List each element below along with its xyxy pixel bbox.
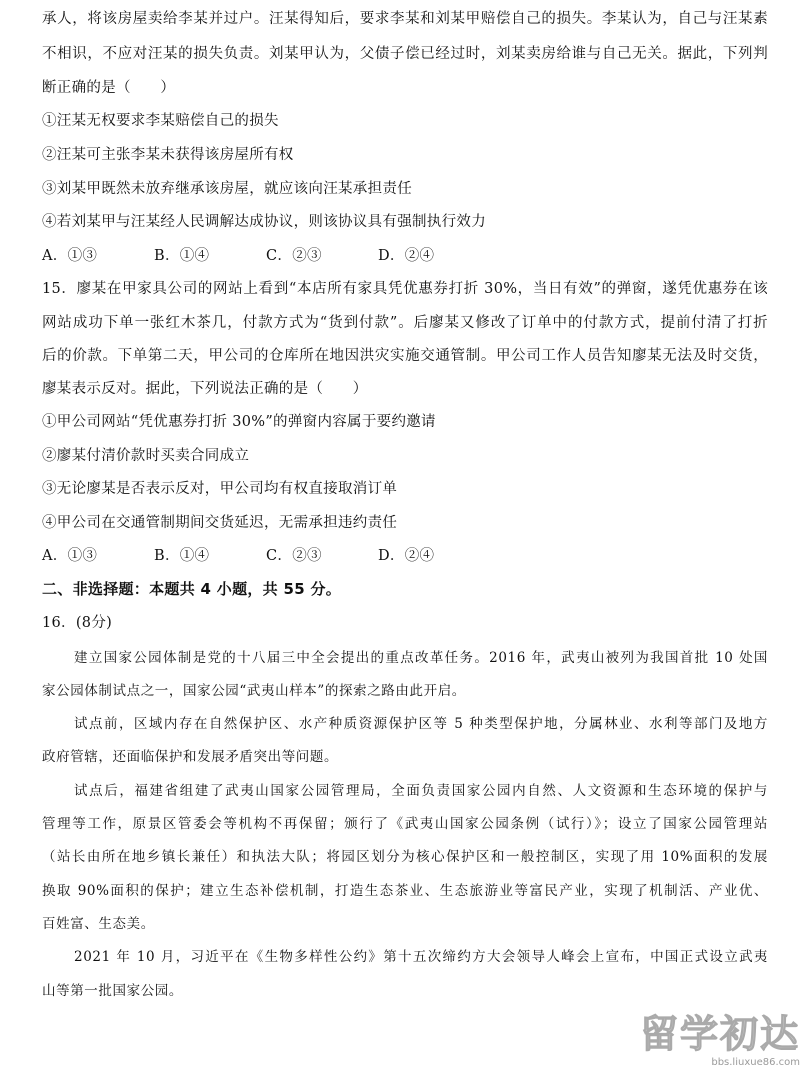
q16-para1-line1: 建立国家公园体制是党的十八届三中全会提出的重点改革任务。2016 年，武夷山被列为我国首批 10 处国 (74, 650, 768, 666)
q16-para3-line3: （站长由所在地乡镇长兼任）和执法大队；将园区划分为核心保护区和一般控制区，实现了用 10%面积的发展 (42, 849, 768, 865)
site-watermark (630, 1012, 800, 1082)
q16-para4-line2: 山等第一批国家公园。 (42, 983, 183, 999)
q15-option-2: ②廖某付清价款时买卖合同成立 (42, 448, 250, 464)
q15-stem-line-3: 后的价款。下单第二天，甲公司的仓库所在地因洪灾实施交通管制。甲公司工作人员告知廖某无法及时交货， (42, 348, 768, 364)
q15-answer-b: B．①④ (154, 548, 210, 564)
q15-option-3: ③无论廖某是否表示反对，甲公司均有权直接取消订单 (42, 481, 398, 497)
q16-label: 16．(8分) (42, 615, 113, 631)
q14-answer-b: B．①④ (154, 248, 210, 264)
q15-stem-line-4: 廖某表示反对。据此，下列说法正确的是（ ） (42, 381, 368, 397)
q15-answer-d: D．②④ (378, 548, 435, 564)
q14-answer-c: C．②③ (266, 248, 322, 264)
q14-stem-line-1: 承人，将该房屋卖给李某并过户。汪某得知后，要求李某和刘某甲赔偿自己的损失。李某认为，自己与汪某素 (42, 11, 768, 27)
watermark-url: bbs.liuxue86.com (711, 1057, 800, 1068)
q15-stem-line-1: 15．廖某在甲家具公司的网站上看到“本店所有家具凭优惠券打折 30%，当日有效”的弹窗，遂凭优惠券在该 (42, 281, 768, 297)
q15-option-4: ④甲公司在交通管制期间交货延迟，无需承担违约责任 (42, 515, 398, 531)
q14-answer-choices (42, 245, 768, 267)
q16-para3-line4: 换取 90%面积的保护；建立生态补偿机制，打造生态茶业、生态旅游业等富民产业，实现了机制活、产业优、 (42, 883, 768, 899)
q15-answer-c: C．②③ (266, 548, 322, 564)
q16-para1-line2: 家公园体制试点之一，国家公园“武夷山样本”的探索之路由此开启。 (42, 683, 466, 699)
q15-option-1: ①甲公司网站“凭优惠券打折 30%”的弹窗内容属于要约邀请 (42, 414, 436, 430)
q14-stem-line-2: 不相识，不应对汪某的损失负责。刘某甲认为，父债子偿已经过时，刘某卖房给谁与自己无关。据此，下列判 (42, 46, 768, 62)
section-heading: 二、非选择题：本题共 4 小题，共 55 分。 (42, 580, 342, 598)
watermark-logo-text: 留学初达 (639, 1012, 800, 1056)
q15-stem-line-2: 网站成功下单一张红木茶几，付款方式为“货到付款”。后廖某又修改了订单中的付款方式，提前付清了打折 (42, 315, 768, 331)
q16-para4-line1: 2021 年 10 月，习近平在《生物多样性公约》第十五次缔约方大会领导人峰会上宣布，中国正式设立武夷 (74, 949, 768, 965)
q14-option-4: ④若刘某甲与汪某经人民调解达成协议，则该协议具有强制执行效力 (42, 214, 486, 230)
q14-stem-line-3: 断正确的是（ ） (42, 80, 176, 96)
q16-para3-line1: 试点后，福建省组建了武夷山国家公园管理局，全面负责国家公园内自然、人文资源和生态环境的保护与 (74, 783, 768, 799)
q15-answer-a: A．①③ (42, 548, 98, 564)
q16-para2-line2: 政府管辖，还面临保护和发展矛盾突出等问题。 (42, 749, 339, 765)
q14-answer-d: D．②④ (378, 248, 435, 264)
q16-para3-line5: 百姓富、生态美。 (42, 916, 155, 932)
q16-para3-line2: 管理等工作，原景区管委会等机构不再保留；颁行了《武夷山国家公园条例（试行）》；设立了国家公园管理站 (42, 816, 768, 832)
q16-para2-line1: 试点前，区域内存在自然保护区、水产种质资源保护区等 5 种类型保护地，分属林业、水利等部门及地方 (74, 716, 768, 732)
q14-option-1: ①汪某无权要求李某赔偿自己的损失 (42, 113, 279, 129)
q14-option-3: ③刘某甲既然未放弃继承该房屋，就应该向汪某承担责任 (42, 181, 412, 197)
q15-answer-choices (42, 545, 768, 567)
q14-answer-a: A．①③ (42, 248, 98, 264)
q14-option-2: ②汪某可主张李某未获得该房屋所有权 (42, 147, 294, 163)
